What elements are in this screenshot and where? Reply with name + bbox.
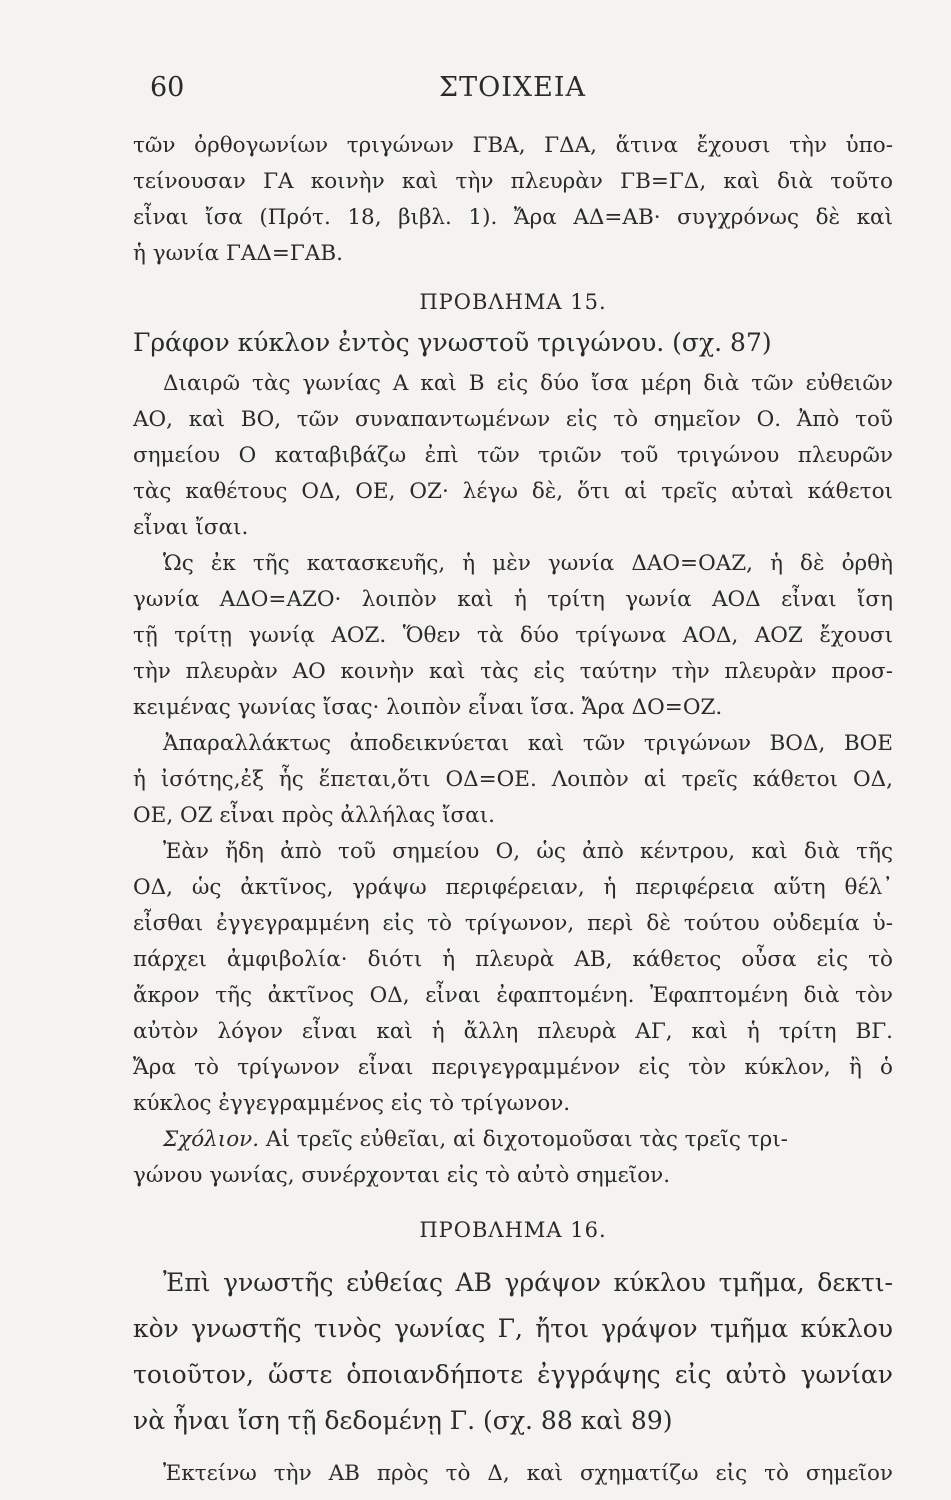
scholium — [133, 1122, 893, 1194]
text-line: εἶναι ἴσα (Πρότ. 18, βιβλ. 1). Ἄρα ΑΔ=ΑΒ· συγχρόνως δὲ καὶ — [133, 205, 893, 230]
page-header — [150, 72, 875, 116]
scholium-text: Αἱ τρεῖς εὐθεῖαι, αἱ διχοτομοῦσαι τὰς τρεῖς τρι- — [259, 1127, 788, 1152]
text-line: γωνία ΑΔΟ=ΑΖΟ· λοιπὸν καὶ ἡ τρίτη γωνία ΑΟΔ εἶναι ἴση — [133, 587, 893, 612]
text-line: γώνου γωνίας, συνέρχονται εἰς τὸ αὐτὸ σημεῖον. — [133, 1163, 671, 1188]
scholium-label: Σχόλιον. — [163, 1127, 260, 1152]
text-line — [133, 1122, 893, 1158]
text-line: κύκλος ἐγγεγραμμένος εἰς τὸ τρίγωνον. — [133, 1091, 571, 1116]
paragraph-continuation — [133, 128, 893, 272]
text-line: Ἄρα τὸ τρίγωνον εἶναι περιγεγραμμένον εἰς τὸν κύκλον, ἢ ὁ — [133, 1055, 893, 1080]
text-line: Ὡς ἐκ τῆς κατασκευῆς, ἡ μὲν γωνία ΔΑΟ=ΟΑΖ, ἡ δὲ ὀρθὴ — [163, 551, 893, 576]
paragraph-construction — [133, 366, 893, 546]
problem-15-heading: ΠΡΟΒΛΗΜΑ 15. — [419, 290, 607, 314]
paragraph-similarly — [133, 726, 893, 834]
text-line: τοιοῦτον, ὥστε ὁποιανδήποτε ἐγγράψης εἰς αὐτὸ γωνίαν — [133, 1360, 893, 1389]
text-line: εἶσθαι ἐγγεγραμμένη εἰς τὸ τρίγωνον, περὶ δὲ τούτου οὐδεμία ὑ- — [133, 911, 893, 936]
text-line: ἡ ἰσότης,ἐξ ἧς ἕπεται,ὅτι ΟΔ=ΟΕ. Λοιπὸν αἱ τρεῖς κάθετοι ΟΔ, — [133, 767, 893, 792]
page-body — [133, 128, 893, 1492]
problem-16-heading: ΠΡΟΒΛΗΜΑ 16. — [419, 1218, 607, 1242]
text-line: ἄκρον τῆς ἀκτῖνος ΟΔ, εἶναι ἐφαπτομένη. Ἐφαπτομένη διὰ τὸν — [133, 983, 893, 1008]
text-line: Ἀπαραλλάκτως ἀποδεικνύεται καὶ τῶν τριγώνων ΒΟΔ, ΒΟΕ — [163, 731, 893, 756]
text-line: Ἐκτείνω τὴν ΑΒ πρὸς τὸ Δ, καὶ σχηματίζω εἰς τὸ σημεῖον — [163, 1461, 893, 1486]
text-line: νὰ ἦναι ἴση τῇ δεδομένῃ Γ. (σχ. 88 καὶ 89) — [133, 1406, 673, 1435]
paragraph-conclusion — [133, 834, 893, 1122]
text-line: Ἐὰν ἤδη ἀπὸ τοῦ σημείου Ο, ὡς ἀπὸ κέντρου, καὶ διὰ τῆς — [163, 839, 893, 864]
text-line: Ἐπὶ γνωστῆς εὐθείας ΑΒ γράψον κύκλου τμῆμα, δεκτι- — [163, 1268, 893, 1297]
text-line: κὸν γνωστῆς τινὸς γωνίας Γ, ἤτοι γράψον τμῆμα κύκλου — [133, 1314, 893, 1343]
text-line: Διαιρῶ τὰς γωνίας Α καὶ Β εἰς δύο ἴσα μέρη διὰ τῶν εὐθειῶν — [163, 371, 893, 396]
text-line: τείνουσαν ΓΑ κοινὴν καὶ τὴν πλευρὰν ΓΒ=ΓΔ, καὶ διὰ τοῦτο — [133, 169, 893, 194]
text-line: ΟΕ, ΟΖ εἶναι πρὸς ἀλλήλας ἴσαι. — [133, 803, 495, 828]
text-line: τὴν πλευρὰν ΑΟ κοινὴν καὶ τὰς εἰς ταύτην τὴν πλευρὰν προσ- — [133, 659, 893, 684]
text-line: τῶν ὀρθογωνίων τριγώνων ΓΒΑ, ΓΔΑ, ἅτινα ἔχουσι τὴν ὑπο- — [133, 133, 893, 158]
text-line: τὰς καθέτους ΟΔ, ΟΕ, ΟΖ· λέγω δὲ, ὅτι αἱ τρεῖς αὐταὶ κάθετοι — [133, 479, 893, 504]
text-line: ΟΔ, ὡς ἀκτῖνος, γράψω περιφέρειαν, ἡ περιφέρεια αὕτη θέλ᾽ — [133, 875, 893, 900]
text-line: ΑΟ, καὶ ΒΟ, τῶν συναπαντωμένων εἰς τὸ σημεῖον Ο. Ἀπὸ τοῦ — [133, 407, 893, 432]
page-number: 60 — [150, 72, 185, 103]
text-line: πάρχει ἀμφιβολία· διότι ἡ πλευρὰ ΑΒ, κάθετος οὖσα εἰς τὸ — [133, 947, 893, 972]
text-line: σημείου Ο καταβιβάζω ἐπὶ τῶν τριῶν τοῦ τριγώνου πλευρῶν — [133, 443, 893, 468]
text-line: κειμένας γωνίας ἴσας· λοιπὸν εἶναι ἴσα. Ἄρα ΔΟ=ΟΖ. — [133, 695, 723, 720]
text-line: αὐτὸν λόγον εἶναι καὶ ἡ ἄλλη πλευρὰ ΑΓ, καὶ ἡ τρίτη ΒΓ. — [133, 1019, 893, 1044]
running-title: ΣΤΟΙΧΕΙΑ — [439, 72, 586, 103]
paragraph-proof — [133, 546, 893, 726]
text-line: ἡ γωνία ΓΑΔ=ΓΑΒ. — [133, 241, 344, 266]
problem-16-statement — [133, 1260, 893, 1444]
problem-15-statement: Γράφον κύκλον ἐντὸς γνωστοῦ τριγώνου. (σχ. 87) — [133, 328, 772, 357]
text-line: τῇ τρίτῃ γωνίᾳ ΑΟΖ. Ὅθεν τὰ δύο τρίγωνα ΑΟΔ, ΑΟΖ ἔχουσι — [133, 623, 893, 648]
text-line: εἶναι ἴσαι. — [133, 515, 249, 540]
